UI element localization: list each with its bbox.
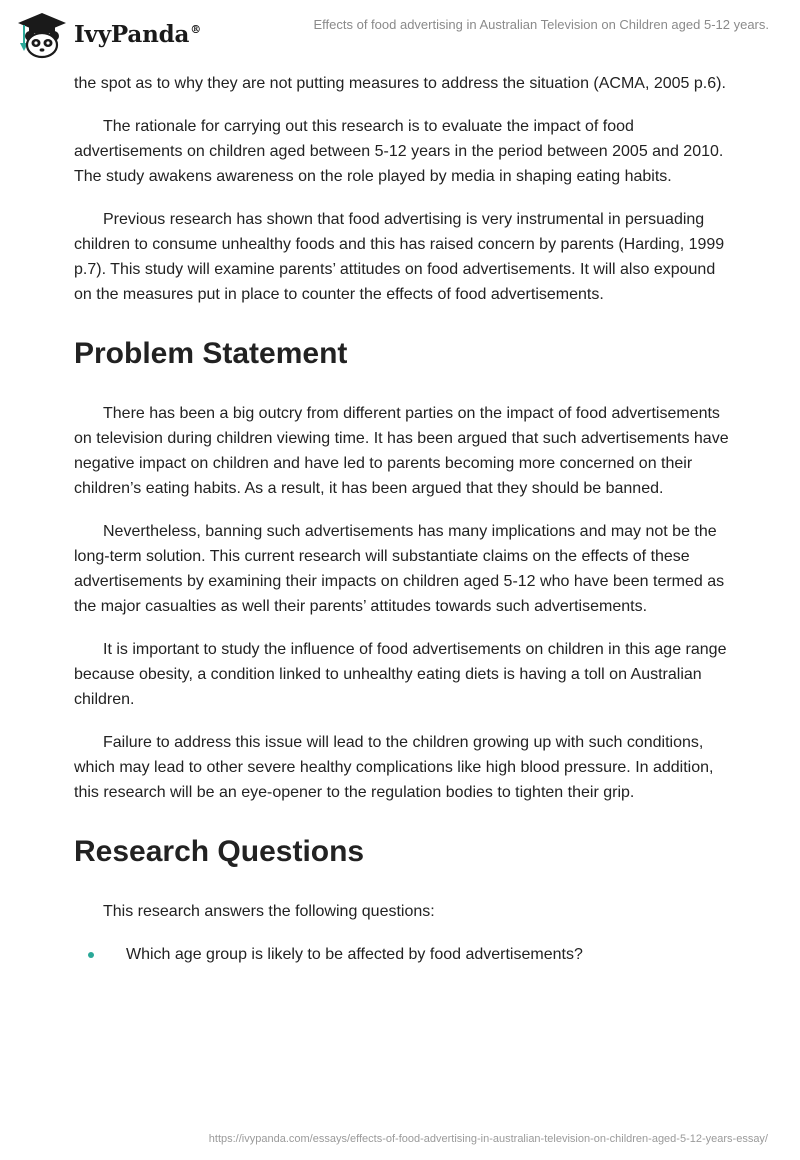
ivypanda-logo[interactable] — [14, 9, 201, 59]
heading-research-questions: Research Questions — [74, 835, 365, 868]
list-item-text: Which age group is likely to be affected by food advertisements? — [126, 946, 583, 963]
paragraph-failure: Failure to address this issue will lead to the children growing up with such conditions, which may lead to other severe healthy complications like high blood pressure. In addition, this research will be an eye-opener to the regulation bodies to tighten their grip. — [74, 734, 714, 801]
essay-title-header: Effects of food advertising in Australian Television on Children aged 5-12 years. — [313, 17, 769, 32]
source-url[interactable]: https://ivypanda.com/essays/effects-of-food-advertising-in-australian-television-on-children-aged-5-12-years-essay/ — [208, 1133, 768, 1145]
paragraph-continuation: the spot as to why they are not putting measures to address the situation (ACMA, 2005 p.6). — [74, 75, 726, 92]
paragraph-rationale: The rationale for carrying out this research is to evaluate the impact of food advertisements on children aged between 5-12 years in the period between 2005 and 2010. The study awakens awareness on the role played by media in shaping eating habits. — [74, 118, 724, 185]
bullet-icon — [88, 952, 94, 958]
page-header — [0, 0, 800, 66]
heading-problem-statement: Problem Statement — [74, 337, 348, 370]
paragraph-outcry: There has been a big outcry from different parties on the impact of food advertisements on television during children viewing time. It has been argued that such advertisements have negative impact on children and have led to parents becoming more concerned on their children’s eating habits. As a result, it has been argued that they should be banned. — [74, 405, 729, 497]
paragraph-previous-research: Previous research has shown that food advertising is very instrumental in persuading children to consume unhealthy foods and this has raised concern by parents (Harding, 1999 p.7). This study will examine parents’ attitudes on food advertisements. It will also expound on the measures put in place to counter the effects of food advertisements. — [74, 211, 725, 303]
list-item — [74, 942, 734, 967]
research-questions-list — [74, 942, 734, 967]
logo-wordmark: IvyPanda® — [74, 20, 201, 48]
paragraph-banning: Nevertheless, banning such advertisements has many implications and may not be the long-term solution. This current research will substantiate claims on the effects of these advertisements by examining their impacts on children aged 5-12 who have been termed as the major casualties as well their parents’ attitudes towards such advertisements. — [74, 523, 725, 615]
registered-mark: ® — [190, 22, 201, 36]
essay-body — [74, 71, 734, 967]
paragraph-questions-intro: This research answers the following questions: — [103, 903, 435, 920]
panda-graduate-icon — [14, 9, 70, 59]
paragraph-importance: It is important to study the influence of food advertisements on children in this age range because obesity, a condition linked to unhealthy eating diets is having a toll on Australian children. — [74, 641, 727, 708]
